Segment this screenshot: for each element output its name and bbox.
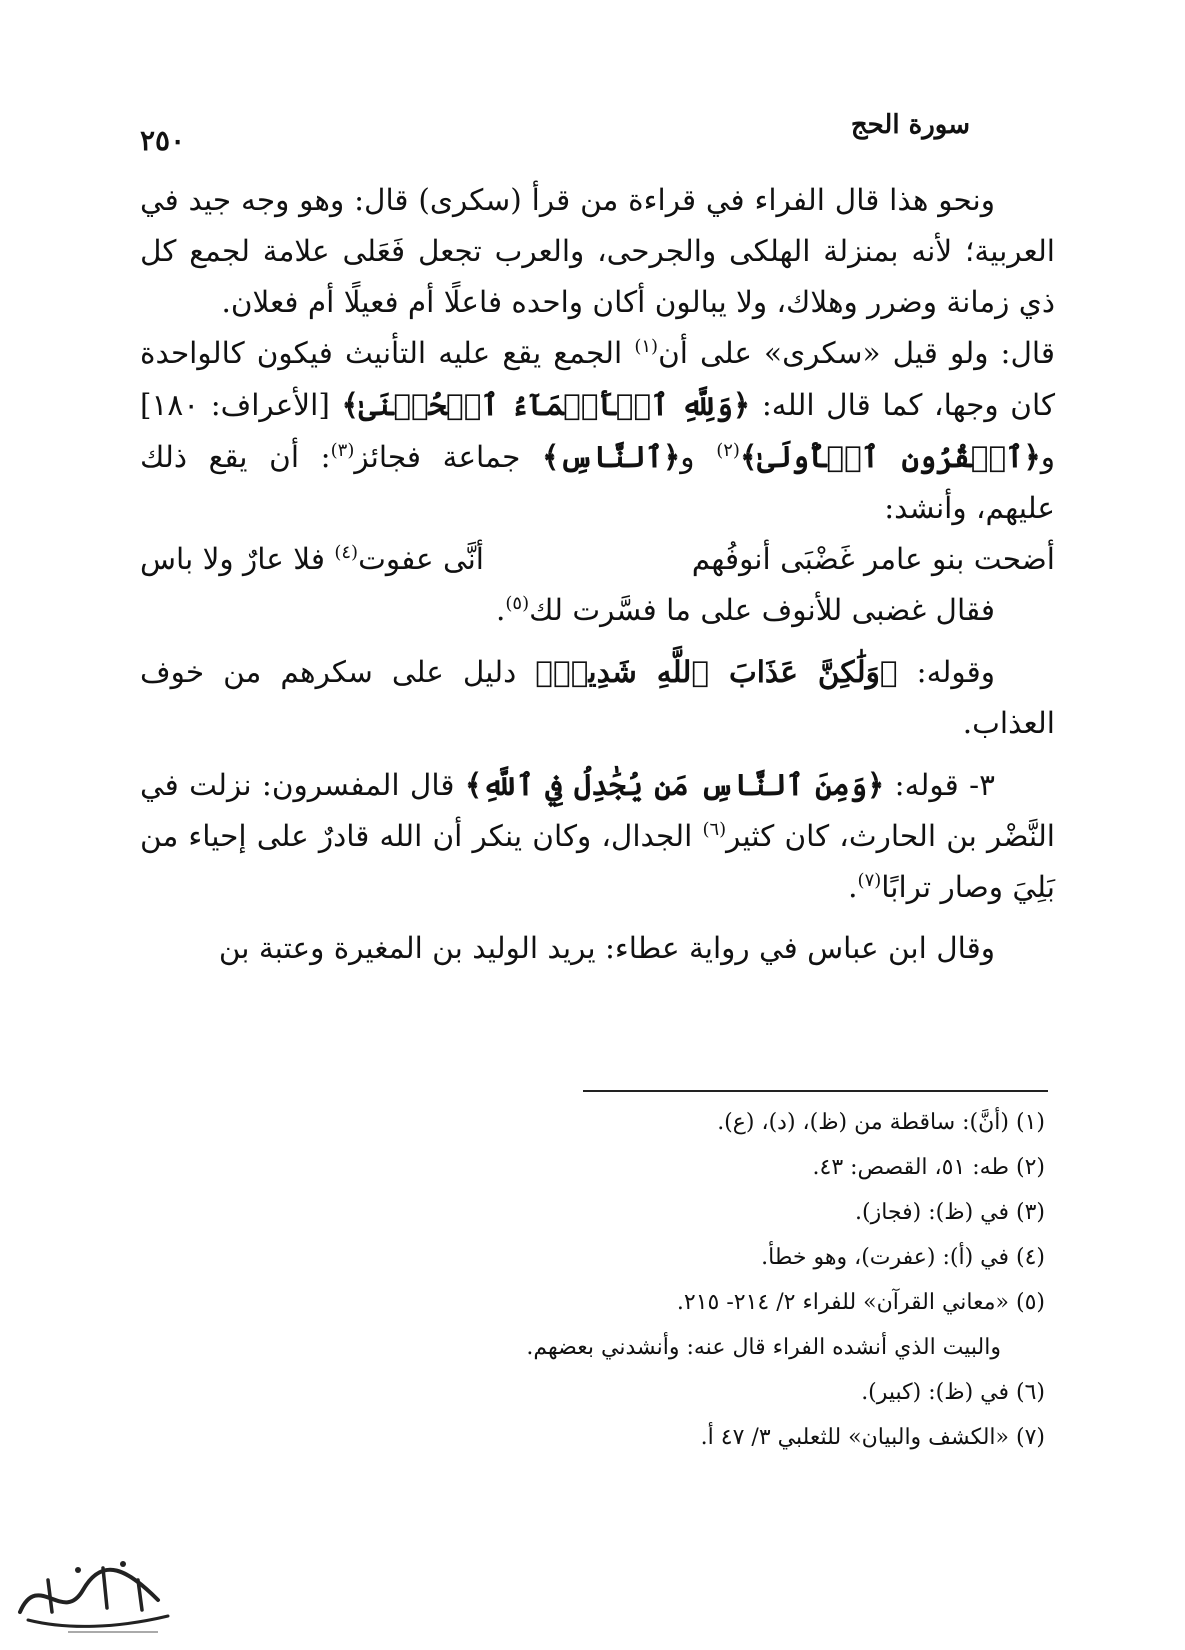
poetry-verse [140, 534, 1055, 585]
footnote-1: (١) (أنَّ): ساقطة من (ظ)، (د)، (ع). [717, 1110, 1045, 1135]
page-header [140, 96, 1050, 156]
footnote-5-continued: والبيت الذي أنشده الفراء قال عنه: وأنشدني بعضهم. [526, 1335, 1001, 1360]
footnote-7: (٧) «الكشف والبيان» للثعلبي ٣/ ٤٧ أ. [700, 1425, 1045, 1450]
page-number: ٢٥٠ [140, 124, 186, 157]
footnote-ref-4: (٤) [334, 542, 359, 564]
footnote-6: (٦) في (ظ): (كبير). [861, 1380, 1045, 1405]
paragraph-1: ونحو هذا قال الفراء في قراءة من قرأ (سكرى) قال: وهو وجه جيد في العربية؛ لأنه بمنزلة الهلكى والجرحى، والعرب تجعل فَعَلى علامة لجمع كل ذي زمانة وضرر وهلاك، ولا يبالون أكان واحده فاعلًا أم فعيلًا أم فعلان. [140, 183, 1055, 319]
footnote-ref-2: (٢) [716, 440, 740, 462]
footnote-ref-5: (٥) [505, 593, 530, 615]
footnote-4: (٤) في (أ): (عفرت)، وهو خطأ. [761, 1245, 1045, 1270]
quran-quote: ﴿وَمِنَ ٱلنَّاسِ مَن يُجَٰدِلُ فِي ٱللَّهِ﴾ [464, 767, 885, 802]
paragraph-4: ٣- قوله: ﴿وَمِنَ ٱلنَّاسِ مَن يُجَٰدِلُ فِي ٱللَّهِ﴾ قال المفسرون: نزلت في النَّضْر بن الحارث، كان كثير$^{(٦)}$ الجدال، وكان ينكر أن الله قادرٌ على إحياء من بَلِيَ وصار ترابًا$^{(٧)}$. [140, 767, 1055, 904]
verse-note: فقال غضبى للأنوف على ما فسَّرت لك$^{(٥)}$. [495, 593, 995, 627]
footnote-ref-3: (٣) [330, 440, 355, 462]
quran-quote: ﴿ٱلنَّاسِ﴾ [542, 439, 681, 474]
publisher-logo [8, 1550, 183, 1640]
quran-quote: ﴿وَلَٰكِنَّ عَذَابَ ٱللَّهِ شَدِيدٞ﴾ [535, 654, 898, 689]
logo-calligraphy-icon [8, 1550, 183, 1640]
paragraph-3: وقوله: ﴿وَلَٰكِنَّ عَذَابَ ٱللَّهِ شَدِيدٞ﴾ دليل على سكرهم من خوف العذاب. [140, 654, 1055, 740]
verse-first-hemistich: أضحت بنو عامر غَضْبَى أنوفُهم [691, 542, 1055, 576]
footnote-3: (٣) في (ظ): (فجاز). [855, 1200, 1045, 1225]
footnote-ref-1: (١) [634, 336, 659, 358]
verse-second-hemistich: أنَّى عفوت$^{(٤)}$ فلا عارٌ ولا باس [140, 542, 484, 576]
footnote-ref-6: (٦) [702, 819, 727, 841]
main-text [140, 175, 1055, 974]
footnote-divider [583, 1090, 1048, 1092]
footnote-5: (٥) «معاني القرآن» للفراء ٢/ ٢١٤- ٢١٥. [676, 1290, 1045, 1315]
footnotes [140, 1100, 1045, 1460]
footnote-2: (٢) طه: ٥١، القصص: ٤٣. [812, 1155, 1045, 1180]
paragraph-5: وقال ابن عباس في رواية عطاء: يريد الوليد بن المغيرة وعتبة بن [218, 931, 995, 965]
paragraph-2: قال: ولو قيل «سكرى» على أن$^{(١)}$ الجمع يقع عليه التأنيث فيكون كالواحدة كان وجها، كما قال الله: ﴿وَلِلَّهِ ٱلۡأَسۡمَآءُ ٱلۡحُسۡنَىٰ﴾ [الأعراف: ١٨٠] و﴿ٱلۡقُرُونِ ٱلۡأُولَىٰ﴾$^{(٢)}$ و﴿ٱلنَّاسِ﴾ جماعة فجائز$^{(٣)}$: أن يقع ذلك عليهم، وأنشد: [140, 336, 1055, 525]
quran-quote: ﴿ٱلۡقُرُونِ ٱلۡأُولَىٰ﴾ [739, 439, 1041, 474]
footnote-ref-7: (٧) [857, 870, 882, 892]
surah-title: سورة الحج [850, 110, 970, 140]
quran-quote: ﴿وَلِلَّهِ ٱلۡأَسۡمَآءُ ٱلۡحُسۡنَىٰ﴾ [341, 387, 751, 422]
